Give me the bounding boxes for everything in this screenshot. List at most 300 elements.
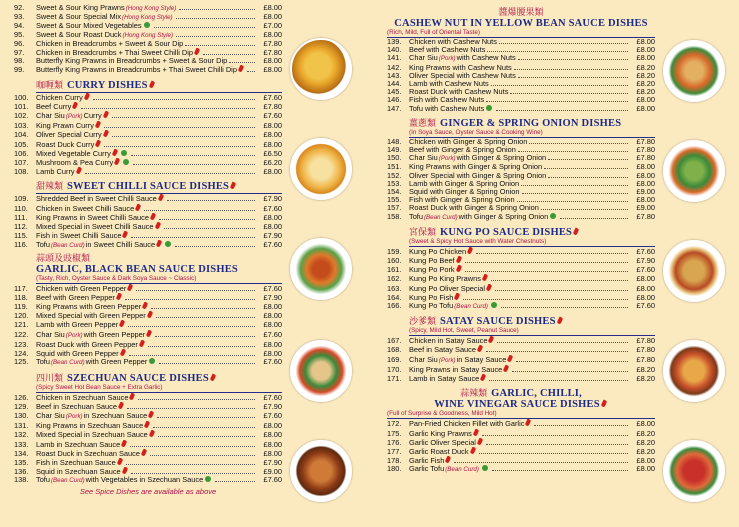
- item-price: £8.00: [263, 121, 282, 131]
- dot-leader: [544, 168, 628, 169]
- item-number: 98.: [14, 56, 25, 66]
- item-number: 143.: [387, 70, 402, 80]
- cashew-heading-en: CASHEW NUT IN YELLOW BEAN SAUCE DISHES: [394, 18, 648, 29]
- curry-heading: [36, 78, 282, 93]
- menu-item: [387, 38, 655, 46]
- item-number: 154.: [387, 187, 402, 197]
- item-name: Oliver Special Curry: [36, 130, 102, 140]
- dot-leader: [518, 77, 628, 78]
- ginger-heading-cn: 薑蔥類: [409, 118, 437, 129]
- menu-item: [387, 204, 655, 212]
- chili-icon: [146, 311, 153, 319]
- item-price: £8.00: [636, 274, 655, 284]
- item-description: [409, 146, 629, 154]
- black-bean-subtitle: (Tasty, Rich, Oyster Sauce & Dark Soya Sauce ~ Classic): [36, 274, 197, 282]
- menu-item: [387, 345, 655, 354]
- item-description: [36, 393, 256, 402]
- dot-leader: [518, 59, 628, 60]
- item-number: 106.: [14, 148, 29, 158]
- item-name: Kung Po Fish: [409, 292, 454, 302]
- satay-heading-cn: 沙爹類: [409, 317, 437, 328]
- item-description: [409, 465, 629, 474]
- dot-leader: [518, 151, 628, 152]
- chili-icon: [129, 393, 136, 401]
- chili-icon: [95, 140, 102, 148]
- item-name: Char Siu: [36, 329, 65, 339]
- item-description: [36, 204, 256, 213]
- item-name: Mixed Special with Green Pepper: [36, 311, 146, 321]
- item-number: 146.: [387, 95, 402, 105]
- item-number: 94.: [14, 21, 25, 31]
- menu-item: [387, 256, 655, 265]
- item-price: £8.00: [263, 349, 282, 359]
- item-name: Chicken with Ginger & Spring Onion: [409, 137, 528, 146]
- item-price: £8.00: [263, 311, 282, 321]
- chili-icon: [121, 467, 128, 475]
- item-number: 117.: [14, 283, 28, 293]
- item-price: £7.80: [636, 136, 655, 146]
- dot-leader: [131, 473, 255, 474]
- item-number: 124.: [14, 349, 29, 359]
- item-number: 155.: [387, 195, 402, 205]
- dot-leader: [465, 271, 628, 272]
- dot-leader: [476, 253, 628, 254]
- chili-icon: [230, 182, 237, 190]
- menu-item: [387, 365, 655, 374]
- item-description: [36, 320, 256, 329]
- item-description: [409, 447, 629, 456]
- item-price: £8.20: [636, 79, 655, 89]
- dot-leader: [125, 299, 255, 300]
- menu-item: [14, 393, 282, 402]
- item-price: £7.60: [263, 357, 282, 367]
- szechuan-section: [14, 393, 282, 486]
- item-description: [409, 365, 629, 374]
- vegetarian-icon: [144, 22, 150, 28]
- dot-leader: [482, 435, 628, 436]
- chili-icon: [556, 317, 563, 325]
- item-name: Fish in Sweet Chilli Sauce: [36, 231, 122, 241]
- menu-item: [14, 330, 282, 340]
- chili-icon: [139, 340, 146, 348]
- item-description: [36, 302, 256, 311]
- menu-item: [387, 247, 655, 256]
- item-description: [36, 449, 256, 458]
- szechuan-heading: [36, 371, 282, 393]
- item-price: £8.00: [636, 464, 655, 474]
- item-name: Kung Po Oliver Special: [409, 283, 485, 293]
- menu-item: [387, 154, 655, 163]
- black-bean-heading-cn: 蒜頭及豉椒類: [36, 253, 91, 264]
- dot-leader: [486, 444, 628, 445]
- menu-item: [387, 419, 655, 428]
- chili-icon: [600, 400, 607, 408]
- dot-leader: [148, 346, 255, 347]
- item-name: Beef with Ginger & Spring Onion: [409, 146, 516, 155]
- chili-icon: [116, 293, 123, 301]
- item-name: Chicken Curry: [36, 92, 83, 102]
- item-name: Sweet & Sour Mixed Vegetables: [36, 22, 142, 31]
- menu-item: [387, 336, 655, 345]
- vegetarian-icon: [165, 241, 171, 247]
- item-description: [36, 231, 256, 240]
- item-name: Pan-Fried Chicken Fillet with Garlic: [409, 419, 525, 429]
- item-name: Lamb with Green Pepper: [36, 320, 119, 330]
- dot-leader: [529, 143, 628, 144]
- dot-leader: [93, 99, 255, 100]
- satay-heading: [409, 314, 655, 336]
- menu-item: [14, 240, 282, 250]
- menu-item: [14, 430, 282, 439]
- menu-item: [14, 167, 282, 176]
- dot-leader: [454, 462, 628, 463]
- item-price: £7.60: [263, 329, 282, 339]
- item-name: Garlic Fish: [409, 456, 445, 466]
- item-description: [36, 13, 256, 22]
- item-price: £8.00: [263, 339, 282, 349]
- item-number: 122.: [14, 329, 29, 339]
- item-description: [36, 222, 256, 231]
- chili-icon: [154, 222, 161, 230]
- dot-leader: [548, 159, 628, 160]
- item-number: 132.: [14, 430, 29, 440]
- item-price: £8.00: [263, 56, 282, 66]
- chili-icon: [486, 284, 493, 292]
- item-description: [36, 349, 256, 358]
- item-name-suffix: with Green Pepper: [83, 329, 146, 339]
- item-name: Tofu: [36, 358, 50, 367]
- item-name: Roast Duck Curry: [36, 139, 95, 149]
- menu-item: [387, 438, 655, 447]
- item-name: Lamb in Szechuan Sauce: [36, 439, 121, 449]
- item-description: [409, 302, 629, 311]
- item-name: Char Siu: [409, 354, 438, 364]
- item-price: £8.00: [636, 195, 655, 205]
- dot-leader: [81, 108, 255, 109]
- item-price: £7.90: [263, 457, 282, 467]
- dot-leader: [491, 85, 628, 86]
- item-description: [36, 149, 256, 158]
- menu-item: [387, 196, 655, 204]
- item-name: Tofu: [409, 212, 423, 221]
- ginger-onion-dish-photo: [663, 140, 725, 202]
- chili-icon: [482, 274, 489, 282]
- item-price: £8.00: [636, 162, 655, 172]
- dot-leader: [104, 146, 255, 147]
- item-price: £8.20: [636, 428, 655, 438]
- item-price: £8.00: [636, 292, 655, 302]
- item-number: 177.: [387, 446, 402, 456]
- item-price: £8.00: [263, 167, 282, 177]
- dot-leader: [521, 185, 628, 186]
- chili-icon: [454, 293, 461, 301]
- menu-item: [14, 57, 282, 65]
- item-description: [36, 130, 256, 139]
- item-name: Roast Duck in Szechuan Sauce: [36, 448, 140, 458]
- menu-item: [14, 13, 282, 22]
- item-description: [36, 167, 256, 176]
- item-description: [409, 180, 629, 188]
- item-number: 129.: [14, 401, 29, 411]
- item-name: Chicken in Sweet Chilli Sauce: [36, 203, 135, 213]
- item-price: £8.00: [263, 29, 282, 39]
- dot-leader: [104, 127, 255, 128]
- menu-item: [14, 213, 282, 222]
- kung-po-subtitle: (Sweet & Spicy Hot Sauce with Water Chestnuts): [409, 237, 547, 245]
- item-note: (Pork): [438, 55, 456, 63]
- menu-item: [14, 402, 282, 411]
- item-name: Beef in Satay Sauce: [409, 345, 476, 355]
- item-name: Beef in Szechuan Sauce: [36, 401, 117, 411]
- dot-leader: [112, 117, 255, 118]
- dot-leader: [514, 69, 628, 70]
- item-name: Tofu with Cashew Nuts: [409, 104, 485, 113]
- sweet-chilli-section: [14, 194, 282, 250]
- item-name: Kung Po Chicken: [409, 246, 467, 256]
- dot-leader: [176, 18, 255, 19]
- dot-leader: [127, 408, 255, 409]
- menu-item: [387, 284, 655, 293]
- item-name: Shredded Beef in Sweet Chilli Sauce: [36, 194, 157, 204]
- dot-leader: [510, 93, 628, 94]
- chili-icon: [158, 194, 165, 202]
- item-name: Mixed Special in Sweet Chilli Sauce: [36, 222, 154, 232]
- szechuan-subtitle: (Spicy Sweet Hot Bean Sauce + Extra Garlic): [36, 383, 163, 391]
- item-description: [36, 102, 256, 111]
- szechuan-heading-cn: 四川類: [36, 373, 64, 384]
- item-number: 99.: [14, 65, 25, 75]
- chili-icon: [111, 149, 118, 157]
- chili-icon: [114, 158, 121, 166]
- curry-section: [14, 93, 282, 177]
- menu-item: [14, 349, 282, 358]
- menu-item: [14, 440, 282, 449]
- dot-leader: [151, 308, 255, 309]
- menu-item: [387, 80, 655, 88]
- dot-leader: [465, 262, 628, 263]
- item-number: 103.: [14, 121, 29, 131]
- item-note: (Bean Curd): [445, 466, 479, 474]
- item-name: Beef with Cashew Nuts: [409, 46, 486, 55]
- curry-heading-cn: 咖喱類: [36, 80, 64, 91]
- szechuan-dish-photo-1: [290, 440, 352, 502]
- black-bean-dish-photo: [290, 340, 352, 402]
- item-name: King Prawns in Sweet Chilli Sauce: [36, 212, 149, 222]
- item-description: [409, 96, 629, 104]
- item-price: £6.50: [263, 148, 282, 158]
- item-name: Garlic Tofu: [409, 465, 445, 474]
- item-description: [36, 440, 256, 449]
- item-name: King Prawn Curry: [36, 121, 94, 131]
- dot-leader: [175, 246, 255, 247]
- item-number: 112.: [14, 222, 28, 232]
- dot-leader: [517, 201, 628, 202]
- menu-item: [387, 213, 655, 222]
- menu-item: [14, 31, 282, 40]
- item-description: [36, 240, 256, 250]
- item-description: [409, 163, 629, 171]
- item-description: [409, 256, 629, 265]
- chili-icon: [148, 80, 155, 88]
- item-number: 162.: [387, 274, 402, 284]
- kung-po-dish-photo: [663, 240, 725, 302]
- item-price: £9.00: [263, 467, 282, 477]
- item-price: £8.00: [636, 37, 655, 46]
- item-note: (Pork): [438, 356, 456, 364]
- dot-leader: [129, 355, 255, 356]
- item-description: [36, 4, 256, 13]
- item-name: Chicken in Breadcrumbs + Thai Sweet Chilli Dip: [36, 48, 193, 58]
- item-number: 101.: [14, 101, 29, 111]
- sweet-sour-section: [14, 0, 282, 75]
- item-description: [36, 194, 256, 203]
- menu-item: [14, 222, 282, 231]
- cashew-dish-photo: [663, 40, 725, 102]
- garlic-chilli-heading-cn: 蒜辣類: [460, 389, 488, 400]
- item-name: Kung Po Pork: [409, 265, 455, 275]
- dot-leader: [496, 110, 628, 111]
- menu-item: [387, 88, 655, 96]
- item-name: Char Siu: [409, 154, 438, 163]
- item-name-suffix: with Ginger & Spring Onion: [456, 154, 547, 163]
- item-number: 163.: [387, 283, 402, 293]
- item-number: 144.: [387, 79, 402, 89]
- garlic-chilli-subtitle: (Full of Surprise & Goodness, Mild Hot): [387, 410, 497, 418]
- item-description: [36, 430, 256, 439]
- item-note: (Bean Curd): [50, 242, 85, 250]
- item-description: [36, 213, 256, 222]
- chili-icon: [455, 256, 462, 264]
- dot-leader: [159, 219, 255, 220]
- menu-item: [387, 188, 655, 196]
- vegetarian-icon: [205, 476, 211, 482]
- sweet-chilli-heading-en: SWEET CHILLI SAUCE DISHES: [67, 181, 230, 193]
- dot-leader: [492, 470, 628, 471]
- dot-leader: [150, 455, 255, 456]
- item-name: Kung Po King Prawns: [409, 274, 481, 284]
- item-name: King Prawns with Ginger & Spring Onion: [409, 163, 543, 172]
- dot-leader: [495, 290, 628, 291]
- item-description: [409, 154, 629, 163]
- chili-icon: [455, 265, 462, 273]
- dot-leader: [185, 45, 255, 46]
- chili-icon: [525, 419, 532, 427]
- item-name: Chicken in Satay Sauce: [409, 336, 488, 346]
- item-price: £7.80: [263, 48, 282, 58]
- item-number: 97.: [14, 48, 25, 58]
- item-name: Tofu: [36, 240, 50, 250]
- menu-item: [14, 158, 282, 167]
- item-description: [36, 311, 256, 320]
- item-name: Kung Po Tofu: [409, 302, 454, 311]
- chili-icon: [121, 440, 128, 448]
- dot-leader: [176, 36, 255, 37]
- dot-leader: [203, 54, 255, 55]
- item-number: 178.: [387, 456, 402, 466]
- chili-icon: [141, 449, 148, 457]
- chili-icon: [135, 204, 142, 212]
- item-number: 126.: [14, 392, 29, 402]
- item-note: (Pork): [65, 331, 83, 339]
- chili-icon: [480, 374, 487, 382]
- item-number: 170.: [387, 364, 402, 374]
- item-number: 105.: [14, 139, 29, 149]
- item-number: 169.: [387, 354, 402, 364]
- item-description: [409, 429, 629, 438]
- item-price: £6.20: [263, 158, 282, 168]
- dot-leader: [497, 342, 628, 343]
- menu-item: [14, 93, 282, 102]
- item-name: Lamb with Cashew Nuts: [409, 80, 489, 89]
- item-number: 107.: [14, 158, 29, 168]
- ginger-section: [387, 138, 655, 222]
- dot-leader: [486, 351, 628, 352]
- menu-item: [387, 355, 655, 365]
- chili-icon: [477, 438, 484, 446]
- dot-leader: [487, 51, 628, 52]
- kung-po-heading: [409, 225, 655, 247]
- item-price: £8.20: [636, 364, 655, 374]
- item-price: £7.80: [636, 211, 655, 221]
- item-name-suffix: in Sweet Chilli Sauce: [85, 240, 156, 250]
- ginger-heading-en: GINGER & SPRING ONION DISHES: [440, 117, 622, 129]
- item-number: 172.: [387, 419, 402, 429]
- item-description: [36, 340, 256, 349]
- item-description: [409, 355, 629, 365]
- item-number: 138.: [14, 475, 29, 485]
- item-description: [409, 274, 629, 283]
- chili-icon: [469, 447, 476, 455]
- vegetarian-icon: [121, 150, 127, 156]
- vegetarian-icon: [550, 213, 556, 219]
- item-price: £7.90: [263, 231, 282, 241]
- dot-leader: [159, 363, 255, 364]
- dot-leader: [167, 200, 255, 201]
- chili-icon: [102, 111, 109, 119]
- item-name: Roast Duck with Ginger & Spring Onion: [409, 204, 539, 213]
- item-name-suffix: with Vegetables in Szechuan Sauce: [85, 476, 204, 485]
- item-number: 111.: [14, 212, 28, 222]
- item-description: [36, 158, 256, 167]
- kung-po-heading-en: KUNG PO SAUCE DISHES: [440, 226, 573, 238]
- dot-leader: [486, 101, 628, 102]
- item-description: [409, 336, 629, 345]
- item-note: (Hong Kong Style): [122, 31, 174, 39]
- chili-icon: [150, 213, 157, 221]
- item-name: Squid with Ginger & Spring Onion: [409, 188, 520, 197]
- item-price: £8.00: [636, 53, 655, 63]
- garlic-chilli-heading-en2: WINE VINEGAR SAUCE DISHES: [434, 399, 600, 411]
- item-price: £8.00: [263, 65, 282, 75]
- chili-icon: [148, 411, 155, 419]
- dot-leader: [463, 299, 628, 300]
- menu-item: [387, 146, 655, 154]
- menu-item: [387, 274, 655, 283]
- szechuan-heading-en: SZECHUAN SAUCE DISHES: [67, 372, 209, 384]
- menu-item: [14, 311, 282, 320]
- dot-leader: [153, 427, 255, 428]
- vegetarian-icon: [486, 105, 492, 111]
- item-name: Garlic Roast Duck: [409, 446, 469, 456]
- menu-item: [387, 465, 655, 474]
- item-description: [409, 456, 629, 465]
- item-number: 160.: [387, 256, 402, 266]
- item-number: 175.: [387, 428, 402, 438]
- dot-leader: [154, 27, 255, 28]
- chili-icon: [116, 458, 123, 466]
- dot-leader: [85, 173, 255, 174]
- chili-icon: [194, 48, 201, 56]
